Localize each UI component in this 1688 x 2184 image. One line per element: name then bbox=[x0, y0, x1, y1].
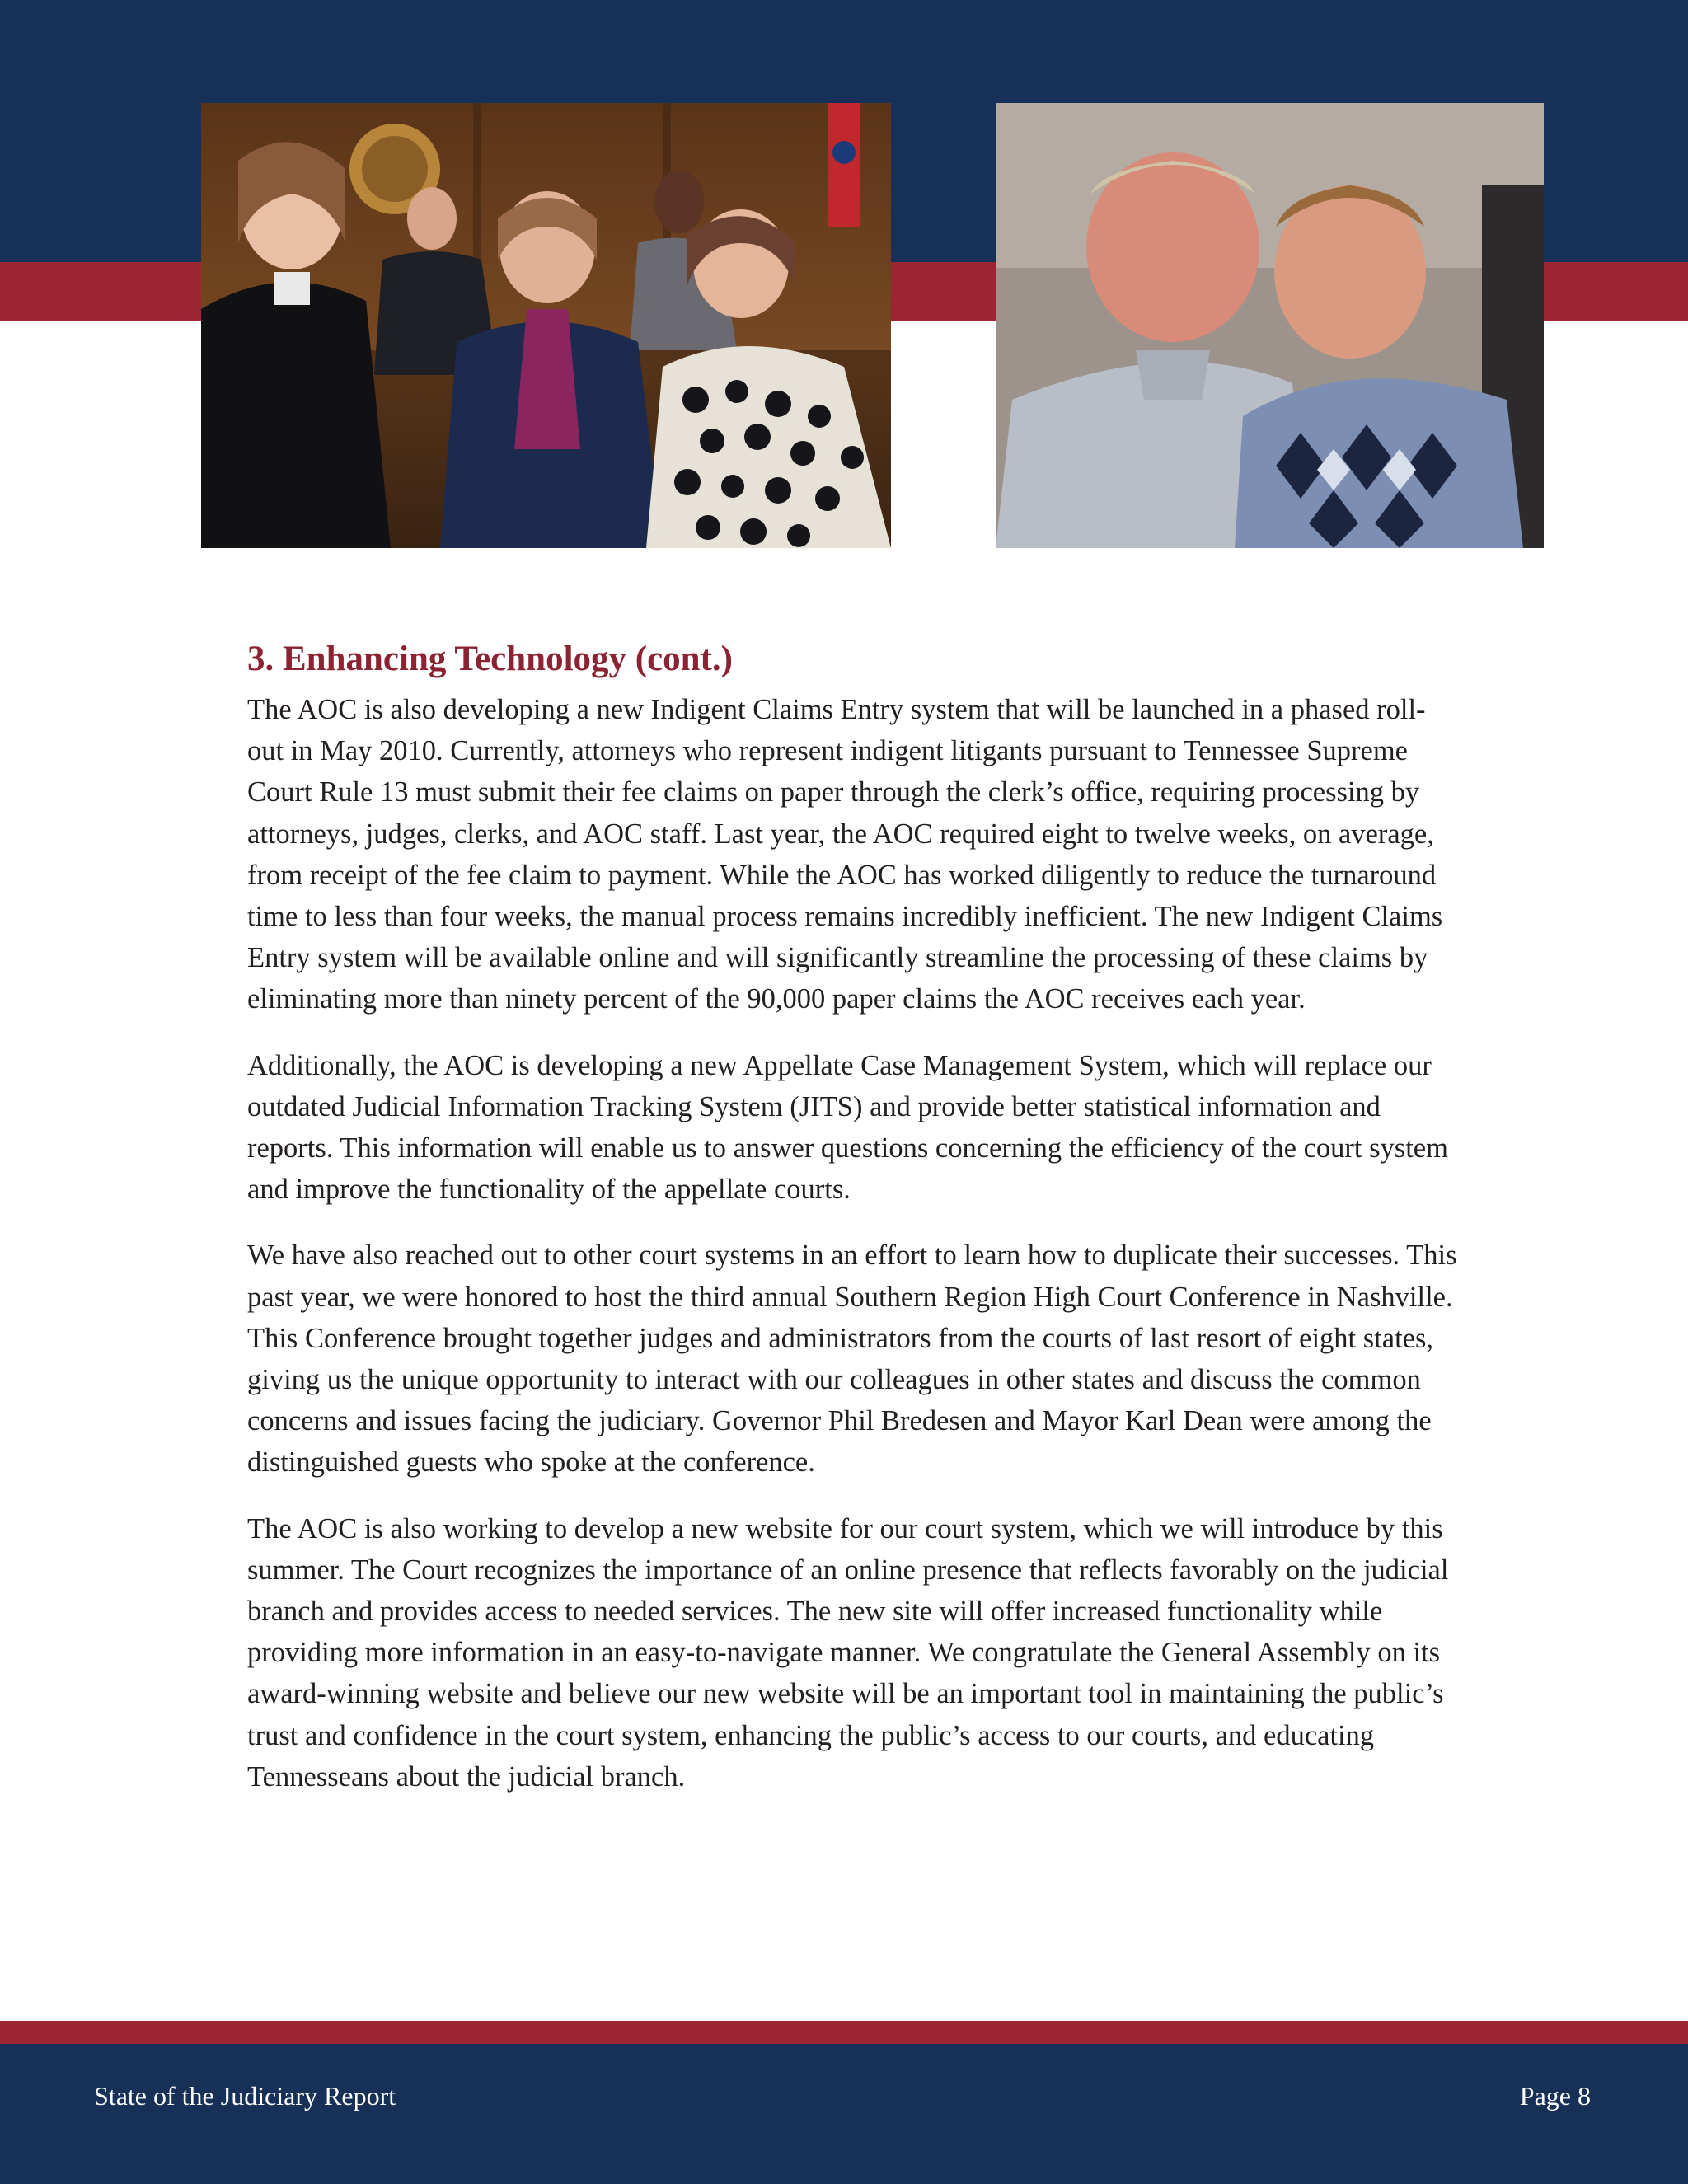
footer-navy-band bbox=[0, 2044, 1688, 2184]
paragraph-appellate-system: Additionally, the AOC is developing a new Appellate Case Management System, which will replace our outdated Judicial Information Tracking System (JITS) and provide better statistical information and reports. This information will enable us to answer questions concerning the efficiency of the court system and improve the functionality of the appellate courts. bbox=[247, 1049, 1448, 1206]
footer-red-band bbox=[0, 2021, 1688, 2044]
section-heading: 3. Enhancing Technology (cont.) bbox=[247, 640, 733, 678]
photo-judges-group-icon bbox=[201, 103, 891, 548]
footer-report-title: State of the Judiciary Report bbox=[94, 2081, 396, 2111]
paragraph-new-website: The AOC is also working to develop a new website for our court system, which we will introduce by this summer. The Court recognizes the importance of an online presence that reflects favorably on the judicial branch and provides access to needed services. The new site will offer increased functionality while providing more information in an easy-to-navigate manner. We congratulate the General Assembly on its award-winning website and believe our new website will be an important tool in maintaining the public’s trust and confidence in the court system, enhancing the public’s access to our courts, and educating Tennesseans about the judicial branch. bbox=[247, 1512, 1449, 1793]
main-content bbox=[247, 635, 1459, 1822]
footer-page-number: Page 8 bbox=[1519, 2081, 1591, 2111]
photo-two-men-icon bbox=[996, 103, 1544, 548]
paragraph-indigent-claims: The AOC is also developing a new Indigent Claims Entry system that will be launched in a phased roll-out in May 2010. Currently, attorneys who represent indigent litigants pursuant to Tennessee Supreme Court Rule 13 must submit their fee claims on paper through the clerk’s office, requiring processing by attorneys, judges, clerks, and AOC staff. Last year, the AOC required eight to twelve weeks, on average, from receipt of the fee claim to payment. While the AOC has worked diligently to reduce the turnaround time to less than four weeks, the manual process remains incredibly inefficient. The new Indigent Claims Entry system will be available online and will significantly streamline the processing of these claims by eliminating more than ninety percent of the 90,000 paper claims the AOC receives each year. bbox=[247, 694, 1443, 1015]
photo-two-men bbox=[996, 103, 1544, 548]
paragraph-court-conference: We have also reached out to other court systems in an effort to learn how to duplicate their successes. This past year, we were honored to host the third annual Southern Region High Court Conference in Nashville. This Conference brought together judges and administrators from the courts of last resort of eight states, giving us the unique opportunity to interact with our colleagues in other states and discuss the common concerns and issues facing the judiciary. Governor Phil Bredesen and Mayor Karl Dean were among the distinguished guests who spoke at the conference. bbox=[247, 1240, 1457, 1479]
photo-judges-group bbox=[201, 103, 891, 548]
